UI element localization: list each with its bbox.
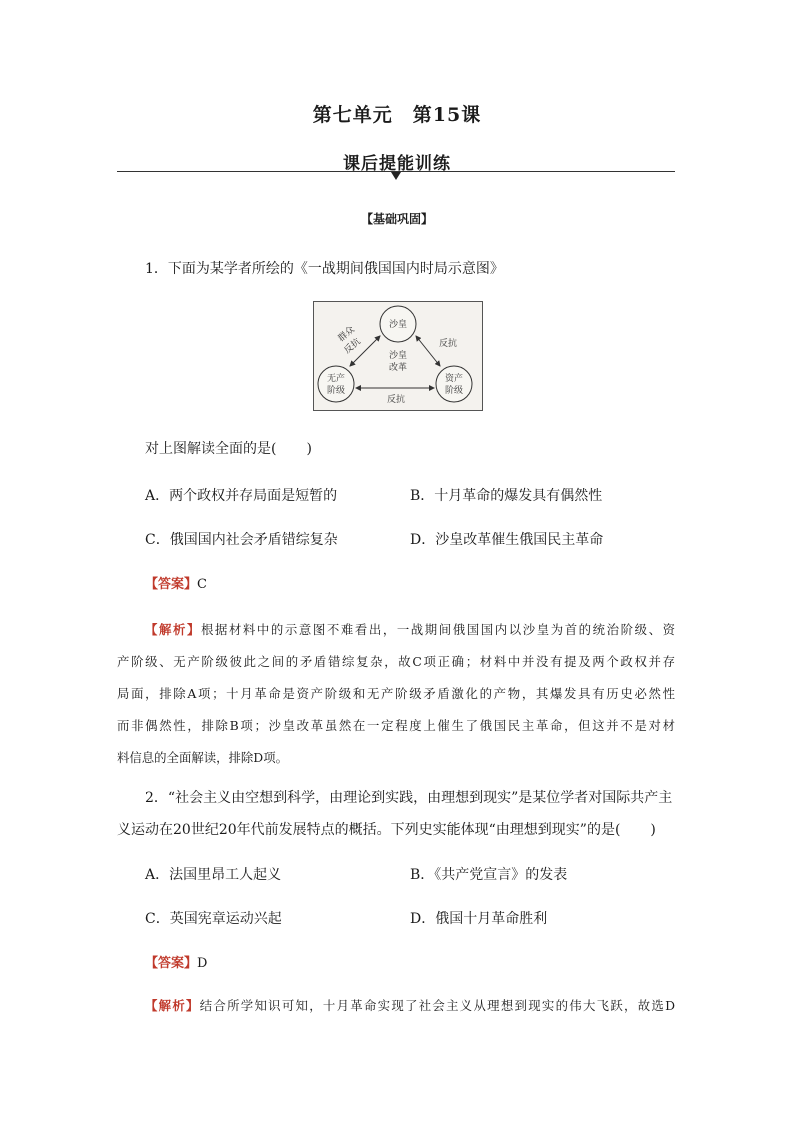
proletariat-label-1: 无产: [326, 374, 346, 384]
page-title: 第七单元 第15课: [312, 104, 482, 126]
proletariat-label-2: 阶级: [326, 386, 346, 396]
q1-analysis-line-3: 局面，排除A项；十月革命是资产阶级和无产阶级矛盾激化的产物，其爆发具有历史必然性: [117, 686, 675, 701]
revolt-label-bottom: 反抗: [386, 395, 406, 405]
q2-analysis: [145, 990, 675, 1022]
q2-option-d: D．俄国十月革命胜利: [410, 911, 548, 927]
q1-option-d: D．沙皇改革催生俄国民主革命: [410, 532, 604, 548]
q1-analysis-text-1: 根据材料中的示意图不难看出，一战期间俄国国内以沙皇为首的统治阶级、资: [200, 622, 676, 637]
question-1-prompt-close: ): [306, 441, 312, 457]
tsar-label: 沙皇: [388, 320, 408, 330]
page-subtitle: 课后提能训练: [343, 154, 451, 174]
q1-analysis-line-4: 而非偶然性，排除B项；沙皇改革虽然在一定程度上催生了俄国民主革命，但这并不是对材: [117, 718, 675, 733]
situation-diagram: [313, 301, 483, 411]
question-1-prompt-text: 对上图解读全面的是(: [145, 441, 277, 457]
q2-analysis-line-1: [145, 990, 675, 1022]
triangle-down-icon: [391, 172, 401, 180]
q1-analysis: [145, 614, 675, 646]
node-bourgeoisie: [436, 366, 472, 402]
q1-answer-tag: 【答案】: [145, 577, 198, 592]
q2-answer-tag: 【答案】: [145, 956, 198, 971]
q1-analysis-rest: [117, 646, 675, 774]
q2-option-c: C．英国宪章运动兴起: [145, 911, 282, 927]
q1-analysis-line-5: 料信息的全面解读，排除D项。: [117, 750, 289, 765]
q1-answer: [145, 573, 207, 592]
q2-option-a: A．法国里昂工人起义: [145, 867, 282, 883]
node-proletariat: [318, 366, 354, 402]
question-2-stem-line-2: [117, 820, 675, 840]
mass-revolt-label-1: 群众: [336, 324, 357, 345]
q1-answer-value: C: [197, 577, 207, 592]
q1-option-b: B．十月革命的爆发具有偶然性: [410, 488, 603, 504]
bourgeoisie-label-2: 阶级: [444, 386, 464, 396]
q2-answer-value: D: [197, 956, 208, 971]
question-2-stem-close: ): [650, 822, 656, 838]
q1-option-a: A．两个政权并存局面是短暂的: [145, 488, 338, 504]
question-1-stem: 1．下面为某学者所绘的《一战期间俄国国内时局示意图》: [145, 261, 504, 277]
q2-analysis-tag: 【解析】: [145, 998, 200, 1013]
q1-option-c: C．俄国国内社会矛盾错综复杂: [145, 532, 338, 548]
q1-analysis-tag: 【解析】: [145, 622, 201, 637]
arrow-tsar-bourgeoisie: [416, 336, 440, 366]
question-2-stem-text: 义运动在20世纪20年代前发展特点的概括。下列史实能体现“由理想到现实”的是(: [117, 822, 621, 838]
q2-answer: [145, 952, 207, 971]
bourgeoisie-label-1: 资产: [444, 374, 464, 384]
q1-analysis-line-1: [145, 614, 675, 646]
revolt-label-right: 反抗: [438, 339, 458, 349]
q2-option-b: B．《共产党宣言》的发表: [410, 867, 568, 883]
situation-diagram-svg: [314, 302, 482, 410]
mass-revolt-label-2: 反抗: [342, 336, 363, 357]
reform-label-1: 沙皇: [388, 351, 408, 361]
section-label: 【基础巩固】: [360, 212, 433, 226]
q1-analysis-line-2: 产阶级、无产阶级彼此之间的矛盾错综复杂，故C项正确；材料中并没有提及两个政权并存: [117, 654, 675, 669]
reform-label-2: 改革: [388, 363, 408, 373]
question-1-prompt: [145, 439, 312, 459]
question-2-stem-line-1: 2．“社会主义由空想到科学，由理论到实践，由理想到现实”是某位学者对国际共产主: [145, 790, 673, 806]
q2-analysis-text: 结合所学知识可知，十月革命实现了社会主义从理想到现实的伟大飞跃，故选D: [199, 998, 676, 1013]
